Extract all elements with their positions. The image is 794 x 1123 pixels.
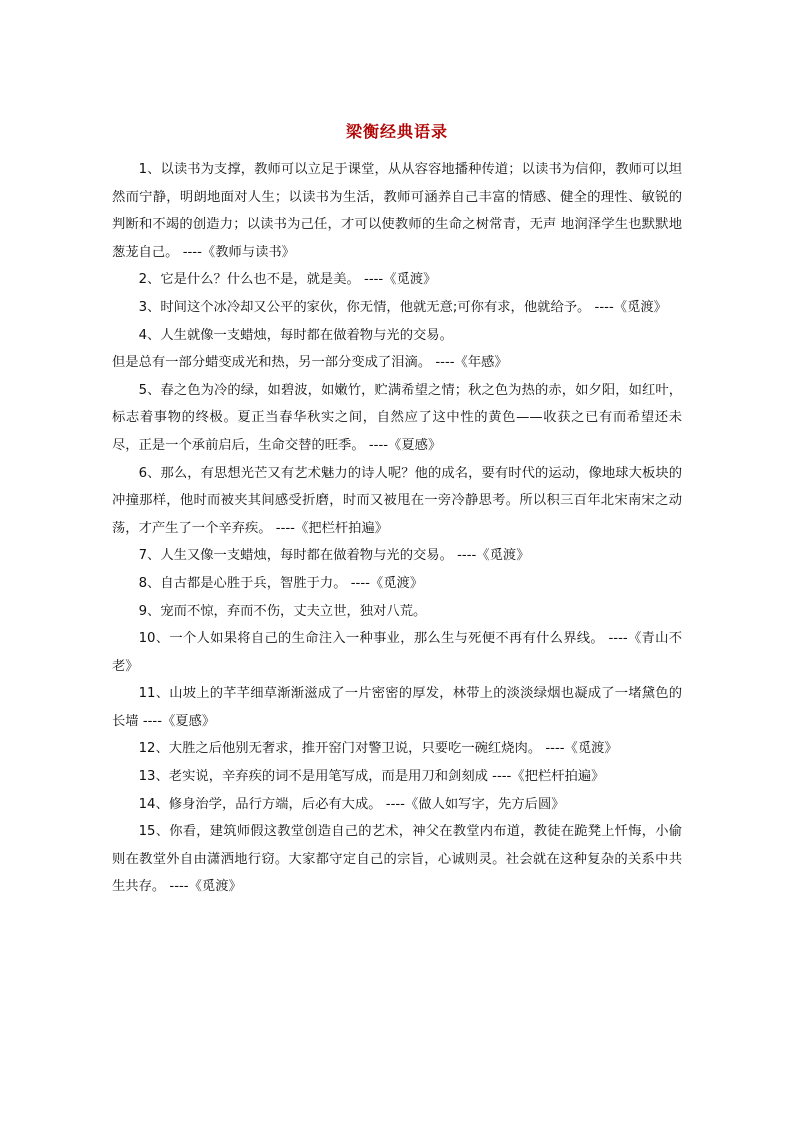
quotes-list [112, 156, 682, 901]
quote-paragraph: 6、那么，有思想光芒又有艺术魅力的诗人呢？他的成名，要有时代的运动，像地球大板块的冲撞那样，他时而被夹其间感受折磨，时而又被甩在一旁冷静思考。所以积三百年北宋南宋之动荡，才产生了一个辛弃疾。 ----《把栏杆拍遍》 [112, 465, 682, 536]
quote-paragraph: 3、时间这个冰冷却又公平的家伙，你无情，他就无意;可你有求，他就给予。 ----《觅渡》 [138, 299, 667, 315]
quote-paragraph: 11、山坡上的芊芊细草渐渐滋成了一片密密的厚发，林带上的淡淡绿烟也凝成了一堵黛色的长墙 ----《夏感》 [112, 686, 682, 729]
document-title: 梁衡经典语录 [345, 122, 448, 141]
quote-paragraph: 8、自古都是心胜于兵，智胜于力。 ----《觅渡》 [138, 575, 424, 591]
quote-paragraph: 9、宠而不惊，弃而不伤，丈夫立世，独对八荒。 [138, 603, 427, 619]
quote-paragraph: 14、修身治学，品行方端，后必有大成。 ----《做人如写字，先方后圆》 [138, 796, 565, 812]
quote-paragraph: 但是总有一部分蜡变成光和热，另一部分变成了泪滴。 ----《年感》 [112, 355, 508, 371]
quote-paragraph: 10、一个人如果将自己的生命注入一种事业，那么生与死便不再有什么界线。 ----《青山不老》 [112, 631, 682, 674]
quote-paragraph: 5、春之色为冷的绿，如碧波，如嫩竹，贮满希望之情；秋之色为热的赤，如夕阳，如红叶，标志着事物的终极。夏正当春华秋实之间，自然应了这中性的黄色——收获之已有而希望还未尽，正是一个承前启后，生命交替的旺季。 ----《夏感》 [112, 382, 682, 453]
quote-paragraph: 2、它是什么？什么也不是，就是美。 ----《觅渡》 [138, 272, 437, 288]
quote-paragraph: 12、大胜之后他别无奢求，推开窑门对警卫说，只要吃一碗红烧肉。 ----《觅渡》 [138, 741, 618, 757]
quote-paragraph: 13、老实说，辛弃疾的词不是用笔写成，而是用刀和剑刻成 ----《把栏杆拍遍》 [138, 769, 605, 785]
quote-paragraph: 4、人生就像一支蜡烛，每时都在做着物与光的交易。 [138, 327, 453, 343]
quote-paragraph: 15、你看，建筑师假这教堂创造自己的艺术，神父在教堂内布道，教徒在跪凳上忏悔，小偷则在教堂外自由潇洒地行窃。大家都守定自己的宗旨，心诚则灵。社会就在这种复杂的关系中共生共存。 ----《觅渡》 [112, 824, 682, 895]
quote-paragraph: 1、以读书为支撑，教师可以立足于课堂，从从容容地播种传道；以读书为信仰，教师可以坦然而宁静，明朗地面对人生；以读书为生活，教师可涵养自己丰富的情感、健全的理性、敏锐的判断和不竭的创造力；以读书为己任，才可以使教师的生命之树常青，无声 地润泽学生也默默地葱茏自己。 ----《教师与读书》 [112, 162, 682, 260]
quote-paragraph: 7、人生又像一支蜡烛，每时都在做着物与光的交易。 ----《觅渡》 [138, 548, 530, 564]
